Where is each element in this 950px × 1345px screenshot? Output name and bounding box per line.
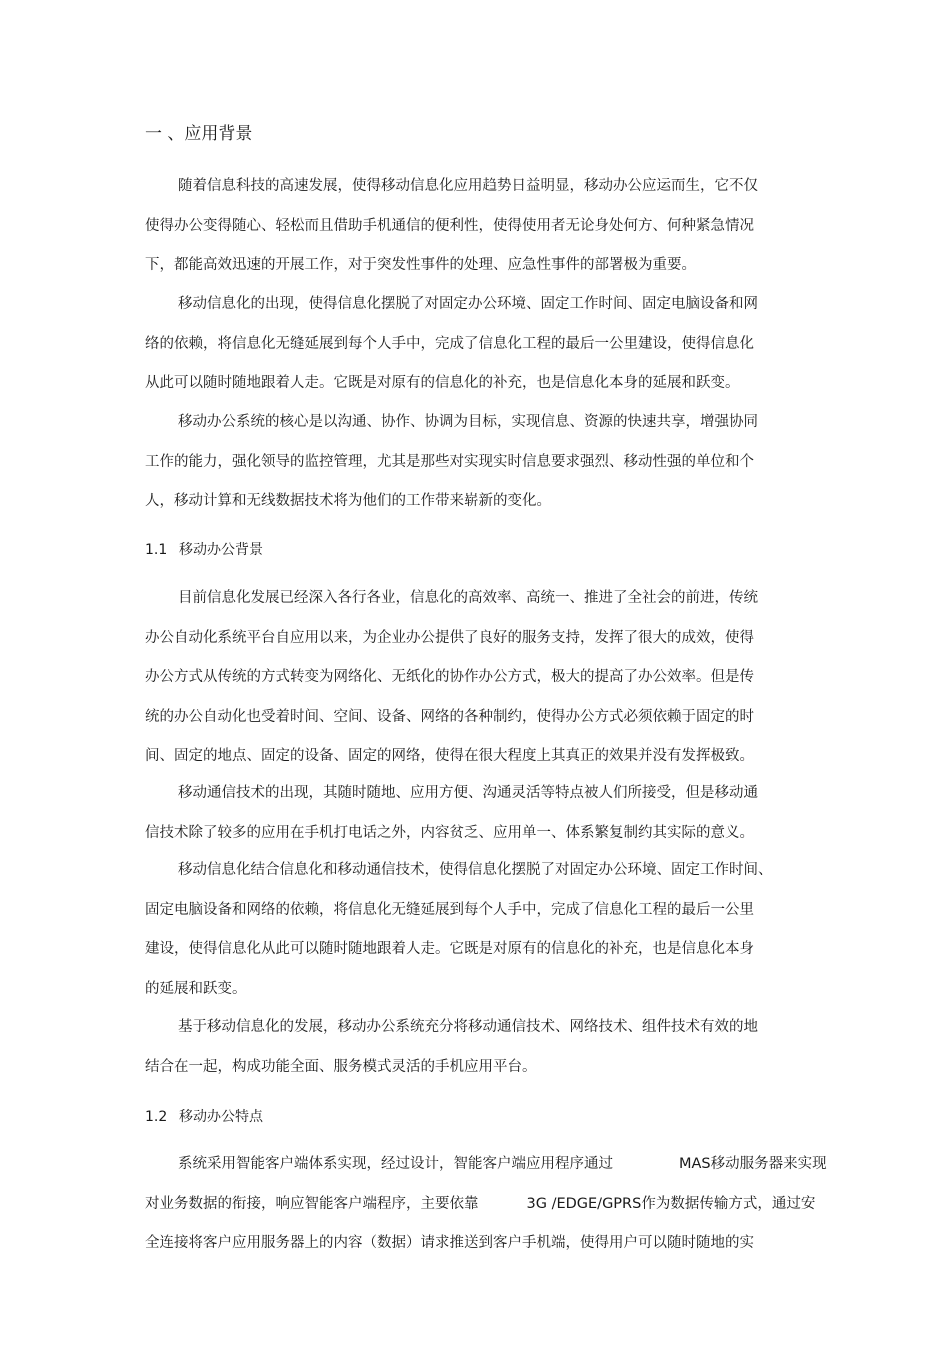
text-line: 使得办公变得随心、轻松而且借助手机通信的便利性，使得使用者无论身处何方、何种紧急情况 bbox=[145, 217, 754, 234]
intro-paragraph-2 bbox=[145, 294, 795, 413]
section-1-1-paragraph-1 bbox=[145, 588, 795, 786]
text-run: 3G /EDGE/GPRS作为数据传输方式，通过安 bbox=[526, 1195, 816, 1212]
text-line: 的延展和跃变。 bbox=[145, 980, 247, 997]
text-line: 人，移动计算和无线数据技术将为他们的工作带来崭新的变化。 bbox=[145, 493, 551, 510]
text-line: 信技术除了较多的应用在手机打电话之外，内容贫乏、应用单一、体系繁复制约其实际的意义。 bbox=[145, 824, 754, 841]
text-line: 全连接将客户应用服务器上的内容（数据）请求推送到客户手机端，使得用户可以随时随地的实 bbox=[145, 1235, 754, 1252]
text-line: 移动通信技术的出现，其随时随地、应用方便、沟通灵活等特点被人们所接受，但是移动通 bbox=[178, 785, 758, 801]
section-1-1-paragraph-2 bbox=[145, 783, 795, 862]
section-1-1-paragraph-4 bbox=[145, 1017, 795, 1096]
section-heading-text: 移动办公特点 bbox=[179, 1109, 263, 1125]
text-line: 建设，使得信息化从此可以随时随地跟着人走。它既是对原有的信息化的补充，也是信息化本身 bbox=[145, 941, 754, 958]
text-line: 办公方式从传统的方式转变为网络化、无纸化的协作办公方式，极大的提高了办公效率。但是传 bbox=[145, 669, 754, 686]
text-line: 统的办公自动化也受着时间、空间、设备、网络的各种制约，使得办公方式必须依赖于固定的时 bbox=[145, 708, 754, 725]
intro-paragraph-3 bbox=[145, 412, 795, 531]
text-line: 目前信息化发展已经深入各行各业，信息化的高效率、高统一、推进了全社会的前进，传统 bbox=[178, 590, 758, 606]
text-run: 系统采用智能客户端体系实现，经过设计，智能客户端应用程序通过 bbox=[178, 1156, 613, 1172]
text-line: 随着信息科技的高速发展，使得移动信息化应用趋势日益明显，移动办公应运而生，它不仅 bbox=[178, 178, 758, 194]
section-1-1-heading bbox=[145, 540, 263, 560]
text-line: 工作的能力，强化领导的监控管理，尤其是那些对实现实时信息要求强烈、移动性强的单位和个 bbox=[145, 453, 754, 470]
text-line: 结合在一起，构成功能全面、服务模式灵活的手机应用平台。 bbox=[145, 1058, 537, 1075]
text-line bbox=[145, 1154, 845, 1194]
text-line: 移动信息化结合信息化和移动通信技术，使得信息化摆脱了对固定办公环境、固定工作时间、 bbox=[178, 862, 773, 878]
section-number: 1.1 bbox=[145, 542, 168, 558]
section-number: 1.2 bbox=[145, 1109, 168, 1125]
text-line: 移动办公系统的核心是以沟通、协作、协调为目标，实现信息、资源的快速共享，增强协同 bbox=[178, 414, 758, 430]
section-title: 一 、应用背景 bbox=[145, 124, 253, 144]
text-line: 从此可以随时随地跟着人走。它既是对原有的信息化的补充，也是信息化本身的延展和跃变。 bbox=[145, 375, 740, 392]
text-line: 基于移动信息化的发展，移动办公系统充分将移动通信技术、网络技术、组件技术有效的地 bbox=[178, 1019, 758, 1035]
intro-paragraph-1 bbox=[145, 176, 795, 295]
text-line: 固定电脑设备和网络的依赖，将信息化无缝延展到每个人手中，完成了信息化工程的最后一公里 bbox=[145, 901, 754, 918]
text-run: 对业务数据的衔接，响应智能客户端程序，主要依靠 bbox=[145, 1195, 479, 1212]
text-line: 间、固定的地点、固定的设备、固定的网络，使得在很大程度上其真正的效果并没有发挥极致。 bbox=[145, 748, 754, 765]
text-line bbox=[145, 1194, 845, 1234]
section-1-2-paragraph-1 bbox=[145, 1154, 845, 1273]
text-run: MAS移动服务器来实现 bbox=[679, 1156, 827, 1172]
text-line: 络的依赖，将信息化无缝延展到每个人手中，完成了信息化工程的最后一公里建设，使得信息化 bbox=[145, 335, 754, 352]
section-1-1-paragraph-3 bbox=[145, 860, 795, 1018]
section-1-2-heading bbox=[145, 1107, 263, 1127]
section-heading-text: 移动办公背景 bbox=[179, 542, 263, 558]
text-line: 移动信息化的出现，使得信息化摆脱了对固定办公环境、固定工作时间、固定电脑设备和网 bbox=[178, 296, 758, 312]
text-line: 办公自动化系统平台自应用以来，为企业办公提供了良好的服务支持，发挥了很大的成效，使得 bbox=[145, 629, 754, 646]
text-line: 下，都能高效迅速的开展工作，对于突发性事件的处理、应急性事件的部署极为重要。 bbox=[145, 257, 696, 274]
